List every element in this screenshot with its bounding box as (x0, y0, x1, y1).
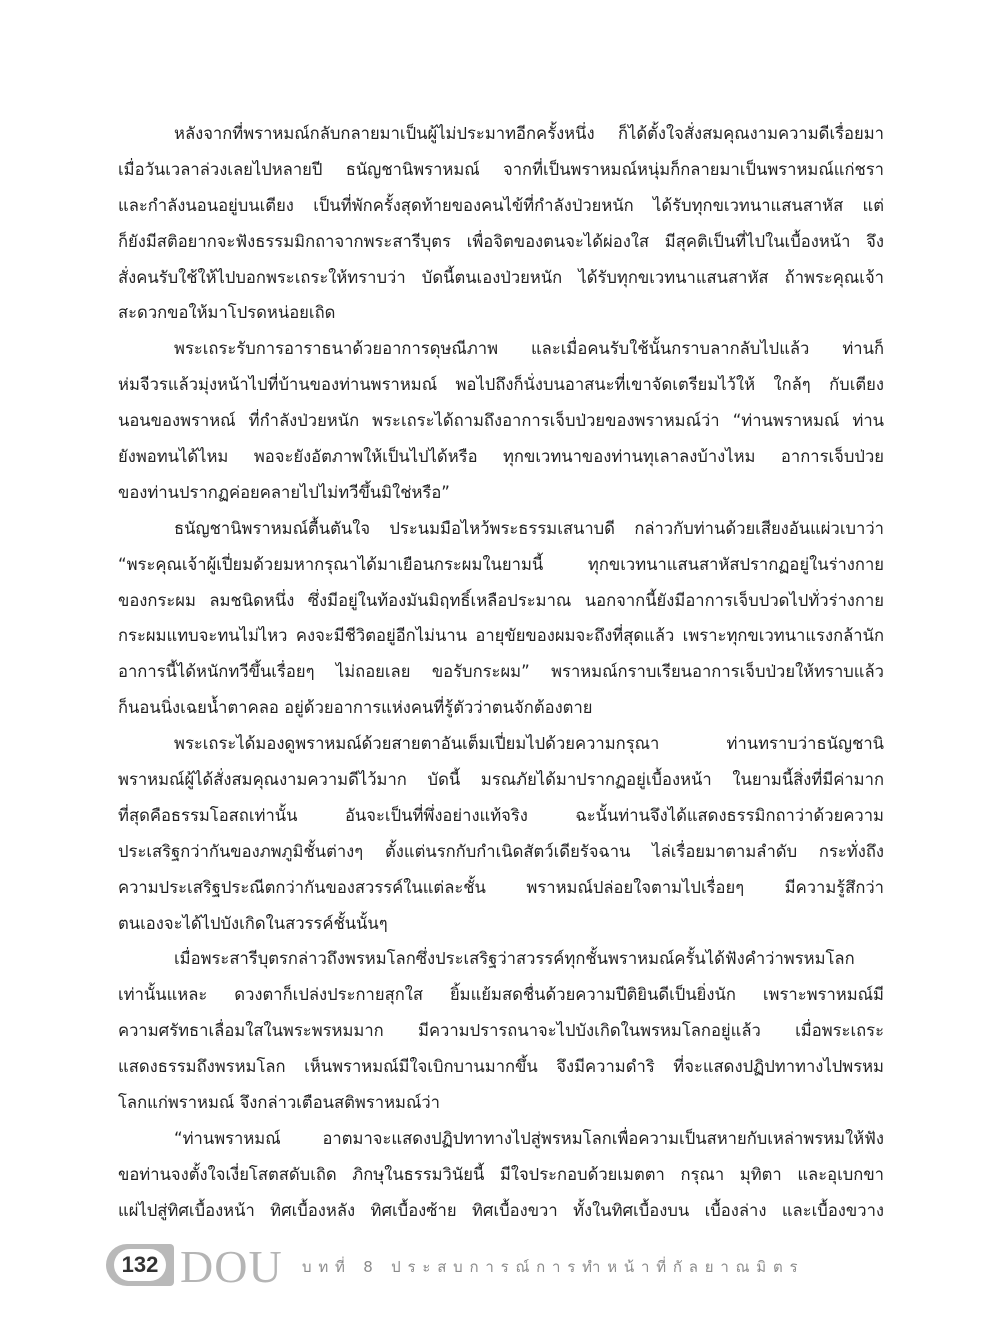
text-line: ประเสริฐกว่ากันของภพภูมิชั้นต่างๆ ตั้งแต่นรกกับกำเนิดสัตว์เดียรัจฉาน ไล่เรื่อยมาตามลำดับ กระทั่งถึง (118, 841, 884, 861)
text-line: นอนของพราหณ์ ที่กำลังป่วยหนัก พระเถระได้ถามถึงอาการเจ็บป่วยของพราหมณ์ว่า “ท่านพราหมณ์ ท่าน (118, 411, 884, 431)
text-line: พระเถระรับการอาราธนาด้วยอาการดุษณีภาพ และเมื่อคนรับใช้นั้นกราบลากลับไปแล้ว ท่านก็ (174, 339, 884, 359)
text-line: ก็ยังมีสติอยากจะฟังธรรมมิกถาจากพระสารีบุตร เพื่อจิตของตนจะได้ผ่องใส มีสุคติเป็นที่ไปในเบื้องหน้า จึง (118, 231, 884, 251)
text-line: เท่านั้นแหละ ดวงตาก็เปล่งประกายสุกใส ยิ้มแย้มสดชื่นด้วยความปีติยินดีเป็นยิ่งนัก เพราะพราหมณ์มี (118, 985, 884, 1005)
text-line: พระเถระได้มองดูพราหมณ์ด้วยสายตาอันเต็มเปี่ยมไปด้วยความกรุณา ท่านทราบว่าธนัญชานิ (174, 734, 884, 754)
text-line: หลังจากที่พราหมณ์กลับกลายมาเป็นผู้ไม่ประมาทอีกครั้งหนึ่ง ก็ได้ตั้งใจสั่งสมคุณงามความดีเรื่อยมา (174, 124, 884, 143)
text-line: เมื่อพระสารีบุตรกล่าวถึงพรหมโลกซึ่งประเสริฐว่าสวรรค์ทุกชั้นพราหมณ์ครั้นได้ฟังคำว่าพรหมโลก (174, 949, 855, 969)
text-line: ของกระผม ลมชนิดหนึ่ง ซึ่งมีอยู่ในท้องมันมิฤทธิ์เหลือประมาณ นอกจากนี้ยังมีอาการเจ็บปวดไปทั่วร่างกาย (118, 590, 884, 610)
text-line: ยังพอทนได้ไหม พอจะยังอัตภาพให้เป็นไปได้หรือ ทุกขเวทนาของท่านทุเลาลงบ้างไหม อาการเจ็บป่วย (118, 447, 884, 467)
text-line: ธนัญชานิพราหมณ์ตื้นตันใจ ประนมมือไหว้พระธรรมเสนาบดี กล่าวกับท่านด้วยเสียงอันแผ่วเบาว่า (174, 518, 884, 538)
text-line: สั่งคนรับใช้ให้ไปบอกพระเถระให้ทราบว่า บัดนี้ตนเองป่วยหนัก ได้รับทุกขเวทนาแสนสาหัส ถ้าพระคุณเจ้า (118, 267, 884, 287)
text-line: ก็นอนนิ่งเฉยน้ำตาคลอ อยู่ด้วยอาการแห่งคนที่รู้ตัวว่าตนจักต้องตาย (118, 698, 593, 718)
text-line: ตนเองจะได้ไปบังเกิดในสวรรค์ชั้นนั้นๆ (118, 913, 388, 933)
text-line: ที่สุดคือธรรมโอสถเท่านั้น อันจะเป็นที่พึ่งอย่างแท้จริง ฉะนั้นท่านจึงได้แสดงธรรมิกถาว่าด้วยความ (118, 805, 884, 825)
text-line: และกำลังนอนอยู่บนเตียง เป็นที่พักครั้งสุดท้ายของคนไข้ที่กำลังป่วยหนัก ได้รับทุกขเวทนาแสนสาหัส แต่ (118, 195, 884, 215)
chapter-title: บทที่ 8 ประสบการณ์การทำหน้าที่กัลยาณมิตร (302, 1258, 805, 1276)
page-footer (106, 1237, 886, 1297)
text-line: ความศรัทธาเลื่อมใสในพระพรหมมาก มีความปรารถนาจะไปบังเกิดในพรหมโลกอยู่แล้ว เมื่อพระเถระ (118, 1021, 884, 1041)
text-line: กระผมแทบจะทนไม่ไหว คงจะมีชีวิตอยู่อีกไม่นาน อายุขัยของผมจะถึงที่สุดแล้ว เพราะทุกขเวทนาแรงกล้านัก (118, 626, 884, 646)
text-line: พราหมณ์ผู้ได้สั่งสมคุณงามความดีไว้มาก บัดนี้ มรณภัยได้มาปรากฏอยู่เบื้องหน้า ในยามนี้สิ่งที่มีค่ามาก (118, 770, 884, 790)
text-line: ขอท่านจงตั้งใจเงี่ยโสตสดับเถิด ภิกษุในธรรมวินัยนี้ มีใจประกอบด้วยเมตตา กรุณา มุทิตา และอุเบกขา (118, 1164, 884, 1184)
dou-logo: DOU (180, 1241, 283, 1292)
body-text (118, 116, 884, 1229)
text-line: เมื่อวันเวลาล่วงเลยไปหลายปี ธนัญชานิพราหมณ์ จากที่เป็นพราหมณ์หนุ่มก็กลายมาเป็นพราหมณ์แก่ชรา (118, 159, 884, 179)
text-line: ของท่านปรากฏค่อยคลายไปไม่ทวีขึ้นมิใช่หรือ” (118, 482, 450, 502)
text-line: “พระคุณเจ้าผู้เปี่ยมด้วยมหากรุณาได้มาเยือนกระผมในยามนี้ ทุกขเวทนาแสนสาหัสปรากฏอยู่ในร่างกาย (118, 554, 884, 574)
text-line: อาการนี้ได้หนักทวีขึ้นเรื่อยๆ ไม่ถอยเลย ขอรับกระผม” พราหมณ์กราบเรียนอาการเจ็บป่วยให้ทราบแล้ว (118, 662, 884, 682)
text-line: สะดวกขอให้มาโปรดหน่อยเถิด (118, 303, 336, 323)
text-line: โลกแก่พราหมณ์ จึงกล่าวเตือนสติพราหมณ์ว่า (118, 1093, 440, 1113)
page-number: 132 (114, 1249, 166, 1281)
text-line: แสดงธรรมถึงพรหมโลก เห็นพราหมณ์มีใจเบิกบานมากขึ้น จึงมีความดำริ ที่จะแสดงปฏิปทาทางไปพรหม (118, 1057, 884, 1077)
text-line: “ท่านพราหมณ์ อาตมาจะแสดงปฏิปทาทางไปสู่พรหมโลกเพื่อความเป็นสหายกับเหล่าพรหมให้ฟัง (174, 1128, 884, 1148)
text-line: ความประเสริฐประณีตกว่ากันของสวรรค์ในแต่ละชั้น พราหมณ์ปล่อยใจตามไปเรื่อยๆ มีความรู้สึกว่า (118, 877, 884, 897)
text-line: ห่มจีวรแล้วมุ่งหน้าไปที่บ้านของท่านพราหมณ์ พอไปถึงก็นั่งบนอาสนะที่เขาจัดเตรียมไว้ให้ ใกล้ๆ กับเตียง (118, 375, 884, 395)
text-line: แผ่ไปสู่ทิศเบื้องหน้า ทิศเบื้องหลัง ทิศเบื้องซ้าย ทิศเบื้องขวา ทั้งในทิศเบื้องบน เบื้องล่าง และเบื้องขวาง (118, 1200, 884, 1220)
